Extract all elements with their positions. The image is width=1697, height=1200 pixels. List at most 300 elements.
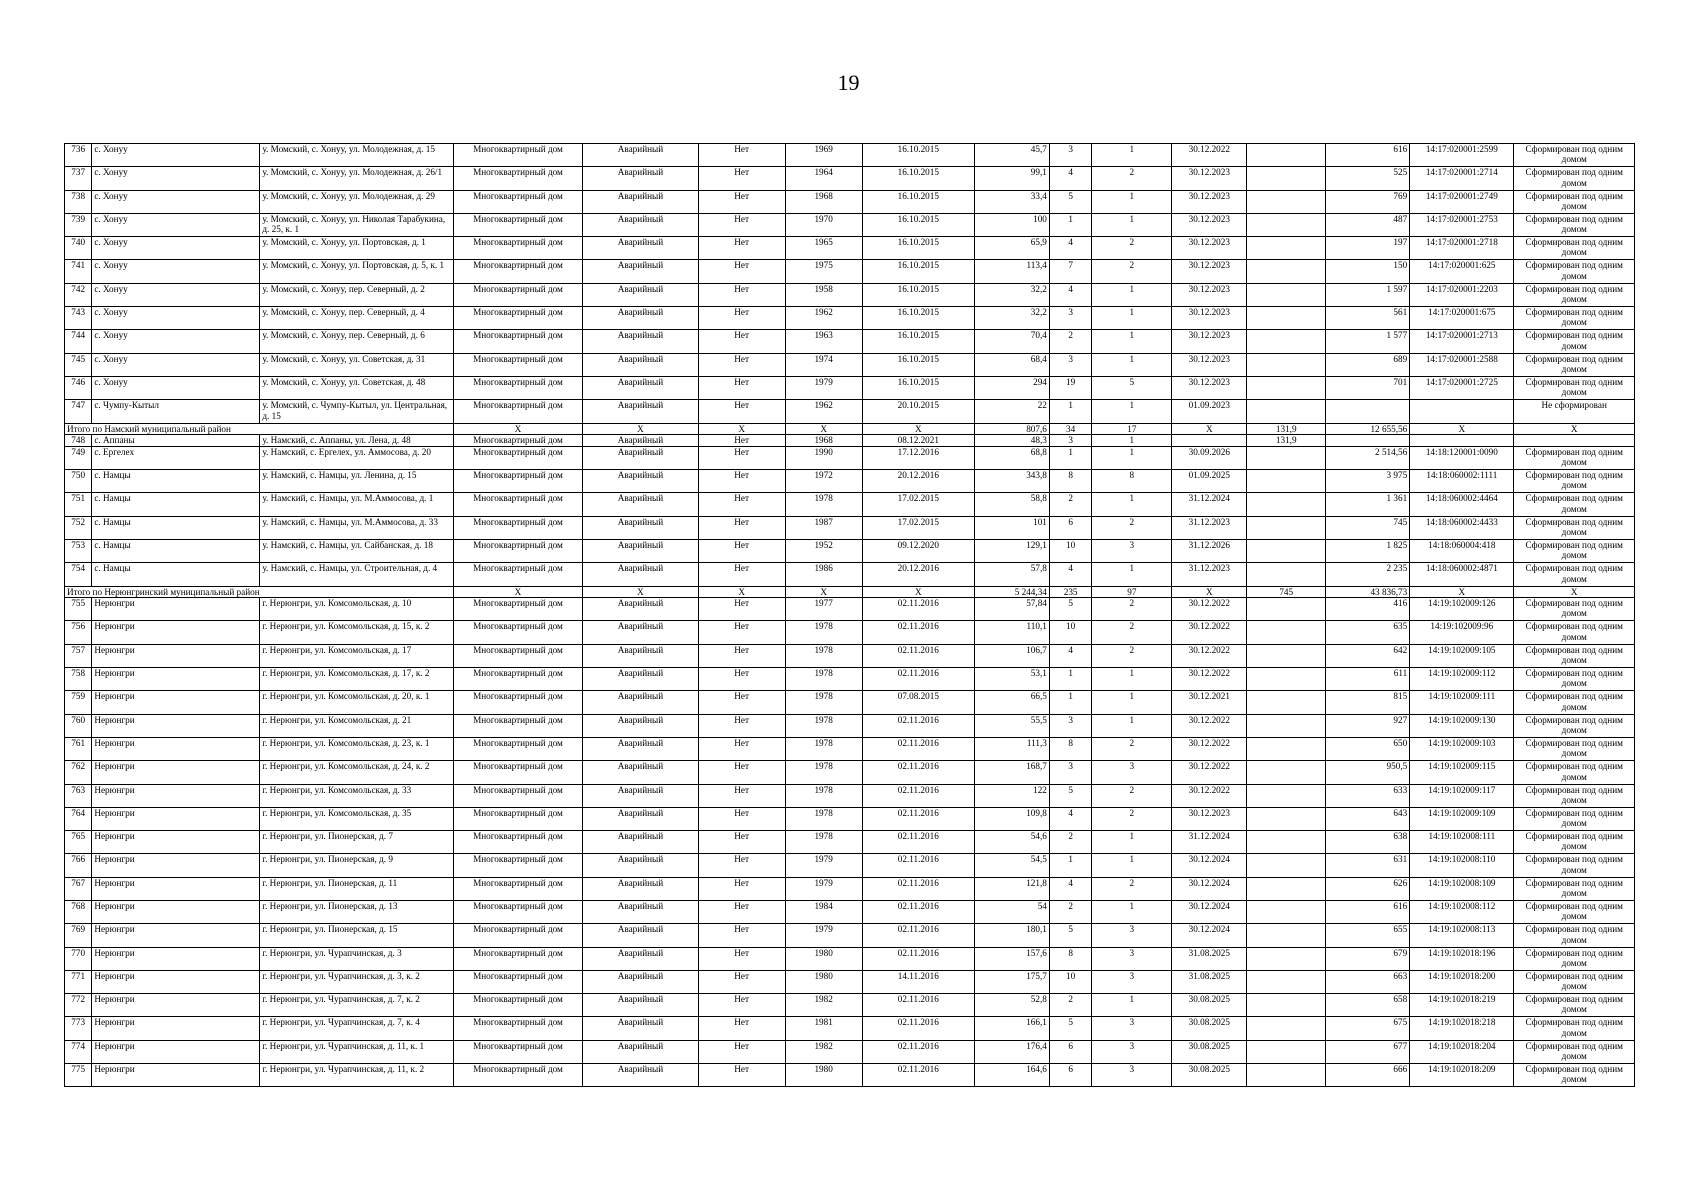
build-year-cell: 1952	[785, 539, 862, 562]
apartments-cell: 2	[1092, 237, 1172, 260]
land-status-cell: Сформирован под одним домом	[1514, 1064, 1635, 1087]
cadastre-number-cell: 14:19:102009:117	[1410, 784, 1514, 807]
recognition-date-cell: 16.10.2015	[862, 237, 974, 260]
apartments-cell: 2	[1092, 621, 1172, 644]
repair-flag-cell: Нет	[698, 644, 785, 667]
settlement-cell: с. Хонуу	[92, 260, 260, 283]
land-status-cell: Сформирован под одним домом	[1514, 376, 1635, 399]
repair-flag-cell: Нет	[698, 1064, 785, 1087]
cost-cell: 43 836,73	[1326, 586, 1410, 598]
build-year-cell: 1978	[785, 831, 862, 854]
house-type-cell: Многоквартирный дом	[453, 307, 583, 330]
apartments-cell: 8	[1092, 470, 1172, 493]
area-cell: 121,8	[974, 877, 1049, 900]
recognition-date-cell: 02.11.2016	[862, 784, 974, 807]
recognition-date-cell: X	[862, 586, 974, 598]
land-status-cell: Сформирован под одним домом	[1514, 167, 1635, 190]
cadastre-number-cell: 14:17:020001:2599	[1410, 144, 1514, 167]
apartments-cell: 2	[1092, 167, 1172, 190]
address-cell: г. Нерюнгри, ул. Комсомольская, д. 33	[260, 784, 453, 807]
extra-area-cell	[1247, 563, 1326, 586]
address-cell: г. Нерюнгри, ул. Чурапчинская, д. 11, к. 2	[260, 1064, 453, 1087]
row-number: 765	[65, 831, 92, 854]
extra-area-cell	[1247, 877, 1326, 900]
area-cell: 57,8	[974, 563, 1049, 586]
apartments-cell: 1	[1092, 283, 1172, 306]
repair-flag-cell: Нет	[698, 167, 785, 190]
address-cell: г. Нерюнгри, ул. Комсомольская, д. 10	[260, 598, 453, 621]
cost-cell: 815	[1326, 691, 1410, 714]
residents-cell: 34	[1049, 423, 1092, 435]
land-status-cell: Сформирован под одним домом	[1514, 283, 1635, 306]
resettlement-deadline-cell: 31.12.2024	[1172, 493, 1247, 516]
table-row	[65, 831, 1635, 854]
cadastre-number-cell: 14:19:102018:209	[1410, 1064, 1514, 1087]
area-cell: 175,7	[974, 970, 1049, 993]
residents-cell: 3	[1049, 435, 1092, 447]
table-row	[65, 353, 1635, 376]
address-cell: г. Нерюнгри, ул. Чурапчинская, д. 3, к. 2	[260, 970, 453, 993]
extra-area-cell	[1247, 213, 1326, 236]
apartments-cell: 1	[1092, 446, 1172, 469]
condition-cell: Аварийный	[583, 947, 698, 970]
condition-cell: Аварийный	[583, 260, 698, 283]
condition-cell: Аварийный	[583, 737, 698, 760]
extra-area-cell	[1247, 714, 1326, 737]
table-row	[65, 714, 1635, 737]
build-year-cell: 1978	[785, 714, 862, 737]
recognition-date-cell: 02.11.2016	[862, 994, 974, 1017]
build-year-cell: 1968	[785, 435, 862, 447]
address-cell: г. Нерюнгри, ул. Комсомольская, д. 24, к. 2	[260, 761, 453, 784]
resettlement-deadline-cell: 30.12.2023	[1172, 190, 1247, 213]
condition-cell: Аварийный	[583, 353, 698, 376]
apartments-cell: 1	[1092, 330, 1172, 353]
recognition-date-cell: 02.11.2016	[862, 761, 974, 784]
residents-cell: 235	[1049, 586, 1092, 598]
recognition-date-cell: 16.10.2015	[862, 167, 974, 190]
house-type-cell: Многоквартирный дом	[453, 714, 583, 737]
address-cell: у. Момский, с. Хонуу, ул. Портовская, д. 1	[260, 237, 453, 260]
settlement-cell: Нерюнгри	[92, 761, 260, 784]
address-cell: г. Нерюнгри, ул. Пионерская, д. 9	[260, 854, 453, 877]
land-status-cell: Сформирован под одним домом	[1514, 598, 1635, 621]
total-label-cell: Итого по Намский муниципальный район	[65, 423, 260, 435]
settlement-cell: с. Хонуу	[92, 144, 260, 167]
condition-cell: Аварийный	[583, 714, 698, 737]
table-row	[65, 877, 1635, 900]
condition-cell: Аварийный	[583, 644, 698, 667]
condition-cell: Аварийный	[583, 1017, 698, 1040]
condition-cell: Аварийный	[583, 446, 698, 469]
residents-cell: 7	[1049, 260, 1092, 283]
area-cell: 32,2	[974, 283, 1049, 306]
row-number: 742	[65, 283, 92, 306]
repair-flag-cell: Нет	[698, 190, 785, 213]
address-cell: г. Нерюнгри, ул. Чурапчинская, д. 11, к. 1	[260, 1040, 453, 1063]
resettlement-deadline-cell: 30.12.2024	[1172, 877, 1247, 900]
repair-flag-cell: Нет	[698, 621, 785, 644]
house-type-cell: Многоквартирный дом	[453, 1064, 583, 1087]
apartments-cell: 17	[1092, 423, 1172, 435]
settlement-cell: Нерюнгри	[92, 598, 260, 621]
area-cell: 164,6	[974, 1064, 1049, 1087]
house-type-cell: Многоквартирный дом	[453, 668, 583, 691]
settlement-cell: Нерюнгри	[92, 994, 260, 1017]
area-cell: 129,1	[974, 539, 1049, 562]
page-number: 19	[837, 70, 860, 95]
row-number: 760	[65, 714, 92, 737]
resettlement-deadline-cell: 30.09.2026	[1172, 446, 1247, 469]
recognition-date-cell: 02.11.2016	[862, 924, 974, 947]
settlement-cell: Нерюнгри	[92, 900, 260, 923]
row-number: 753	[65, 539, 92, 562]
cost-cell: 197	[1326, 237, 1410, 260]
land-status-cell: Сформирован под одним домом	[1514, 691, 1635, 714]
address-cell: г. Нерюнгри, ул. Комсомольская, д. 35	[260, 807, 453, 830]
land-status-cell: Сформирован под одним домом	[1514, 877, 1635, 900]
condition-cell: Аварийный	[583, 877, 698, 900]
settlement-cell: Нерюнгри	[92, 947, 260, 970]
row-number: 738	[65, 190, 92, 213]
cost-cell: 745	[1326, 516, 1410, 539]
recognition-date-cell: 02.11.2016	[862, 877, 974, 900]
house-type-cell: Многоквартирный дом	[453, 1040, 583, 1063]
address-cell: у. Момский, с. Хонуу, ул. Молодежная, д. 15	[260, 144, 453, 167]
apartments-cell: 1	[1092, 213, 1172, 236]
build-year-cell: 1979	[785, 854, 862, 877]
cost-cell	[1326, 435, 1410, 447]
repair-flag-cell: Нет	[698, 400, 785, 423]
table-row	[65, 784, 1635, 807]
area-cell: 57,84	[974, 598, 1049, 621]
residents-cell: 1	[1049, 668, 1092, 691]
cadastre-number-cell: X	[1410, 423, 1514, 435]
settlement-cell: Нерюнгри	[92, 1017, 260, 1040]
recognition-date-cell: 20.12.2016	[862, 470, 974, 493]
residents-cell: 5	[1049, 598, 1092, 621]
land-status-cell: Сформирован под одним домом	[1514, 563, 1635, 586]
settlement-cell: с. Хонуу	[92, 167, 260, 190]
row-number: 740	[65, 237, 92, 260]
build-year-cell: 1972	[785, 470, 862, 493]
house-type-cell: Многоквартирный дом	[453, 691, 583, 714]
condition-cell: Аварийный	[583, 400, 698, 423]
condition-cell: Аварийный	[583, 435, 698, 447]
build-year-cell: 1982	[785, 994, 862, 1017]
resettlement-deadline-cell: 30.12.2023	[1172, 167, 1247, 190]
residents-cell: 4	[1049, 807, 1092, 830]
house-type-cell: Многоквартирный дом	[453, 644, 583, 667]
house-type-cell: X	[453, 423, 583, 435]
cost-cell: 2 514,56	[1326, 446, 1410, 469]
cost-cell: 927	[1326, 714, 1410, 737]
resettlement-deadline-cell: 31.12.2023	[1172, 516, 1247, 539]
table-row	[65, 598, 1635, 621]
cadastre-number-cell: 14:17:020001:2588	[1410, 353, 1514, 376]
address-cell: у. Намский, с. Намцы, ул. Сайбанская, д. 18	[260, 539, 453, 562]
resettlement-deadline-cell: 30.12.2023	[1172, 330, 1247, 353]
address-cell: у. Намский, с. Намцы, ул. Строительная, д. 4	[260, 563, 453, 586]
recognition-date-cell: 17.12.2016	[862, 446, 974, 469]
resettlement-deadline-cell: 30.12.2022	[1172, 784, 1247, 807]
build-year-cell: 1958	[785, 283, 862, 306]
area-cell: 54	[974, 900, 1049, 923]
residents-cell: 3	[1049, 144, 1092, 167]
area-cell: 168,7	[974, 761, 1049, 784]
apartments-cell: 1	[1092, 307, 1172, 330]
repair-flag-cell: Нет	[698, 376, 785, 399]
condition-cell: Аварийный	[583, 1064, 698, 1087]
house-type-cell: Многоквартирный дом	[453, 376, 583, 399]
cost-cell: 675	[1326, 1017, 1410, 1040]
condition-cell: Аварийный	[583, 190, 698, 213]
cadastre-number-cell: 14:19:102018:200	[1410, 970, 1514, 993]
resettlement-deadline-cell: 30.12.2022	[1172, 144, 1247, 167]
table-row	[65, 493, 1635, 516]
settlement-cell: Нерюнгри	[92, 714, 260, 737]
address-cell: у. Момский, с. Хонуу, ул. Молодежная, д. 26/1	[260, 167, 453, 190]
settlement-cell: с. Намцы	[92, 563, 260, 586]
cadastre-number-cell	[1410, 435, 1514, 447]
cost-cell	[1326, 400, 1410, 423]
row-number: 763	[65, 784, 92, 807]
total-row	[65, 423, 1635, 435]
row-number: 754	[65, 563, 92, 586]
row-number: 756	[65, 621, 92, 644]
row-number: 771	[65, 970, 92, 993]
build-year-cell: 1978	[785, 668, 862, 691]
cost-cell: 666	[1326, 1064, 1410, 1087]
apartments-cell: 1	[1092, 144, 1172, 167]
repair-flag-cell: Нет	[698, 330, 785, 353]
cadastre-number-cell: 14:18:120001:0090	[1410, 446, 1514, 469]
table-row	[65, 970, 1635, 993]
table-row	[65, 190, 1635, 213]
land-status-cell: Сформирован под одним домом	[1514, 854, 1635, 877]
extra-area-cell	[1247, 446, 1326, 469]
land-status-cell	[1514, 435, 1635, 447]
cadastre-number-cell: 14:17:020001:675	[1410, 307, 1514, 330]
repair-flag-cell: Нет	[698, 470, 785, 493]
extra-area-cell	[1247, 947, 1326, 970]
extra-area-cell	[1247, 1064, 1326, 1087]
land-status-cell: Сформирован под одним домом	[1514, 1040, 1635, 1063]
land-status-cell: Сформирован под одним домом	[1514, 353, 1635, 376]
area-cell: 294	[974, 376, 1049, 399]
table-row	[65, 307, 1635, 330]
cadastre-number-cell: 14:19:102008:112	[1410, 900, 1514, 923]
table-row	[65, 446, 1635, 469]
condition-cell: Аварийный	[583, 237, 698, 260]
recognition-date-cell: 02.11.2016	[862, 644, 974, 667]
settlement-cell: с. Намцы	[92, 470, 260, 493]
address-cell: у. Намский, с. Намцы, ул. М.Аммосова, д. 33	[260, 516, 453, 539]
house-type-cell: Многоквартирный дом	[453, 493, 583, 516]
table-row	[65, 260, 1635, 283]
cadastre-number-cell: 14:19:102009:105	[1410, 644, 1514, 667]
extra-area-cell: 745	[1247, 586, 1326, 598]
cadastre-number-cell: 14:19:102008:110	[1410, 854, 1514, 877]
settlement-cell: Нерюнгри	[92, 784, 260, 807]
address-cell: у. Момский, с. Хонуу, ул. Советская, д. 31	[260, 353, 453, 376]
apartments-cell: 97	[1092, 586, 1172, 598]
repair-flag-cell: Нет	[698, 563, 785, 586]
repair-flag-cell: Нет	[698, 1040, 785, 1063]
house-type-cell: Многоквартирный дом	[453, 237, 583, 260]
recognition-date-cell: 02.11.2016	[862, 714, 974, 737]
condition-cell: Аварийный	[583, 854, 698, 877]
row-number: 775	[65, 1064, 92, 1087]
row-number: 741	[65, 260, 92, 283]
table-row	[65, 947, 1635, 970]
house-type-cell: Многоквартирный дом	[453, 947, 583, 970]
repair-flag-cell: Нет	[698, 900, 785, 923]
house-type-cell: Многоквартирный дом	[453, 761, 583, 784]
cadastre-number-cell: 14:19:102018:204	[1410, 1040, 1514, 1063]
address-cell: у. Момский, с. Хонуу, ул. Молодежная, д. 29	[260, 190, 453, 213]
condition-cell: Аварийный	[583, 924, 698, 947]
table-row	[65, 376, 1635, 399]
row-number: 773	[65, 1017, 92, 1040]
house-type-cell: Многоквартирный дом	[453, 446, 583, 469]
repair-flag-cell: Нет	[698, 446, 785, 469]
recognition-date-cell: 09.12.2020	[862, 539, 974, 562]
repair-flag-cell: Нет	[698, 691, 785, 714]
cost-cell: 633	[1326, 784, 1410, 807]
address-cell: г. Нерюнгри, ул. Чурапчинская, д. 7, к. 4	[260, 1017, 453, 1040]
residents-cell: 5	[1049, 784, 1092, 807]
house-type-cell: Многоквартирный дом	[453, 877, 583, 900]
area-cell: 807,6	[974, 423, 1049, 435]
build-year-cell: 1974	[785, 353, 862, 376]
extra-area-cell	[1247, 307, 1326, 330]
residents-cell: 5	[1049, 924, 1092, 947]
house-type-cell: Многоквартирный дом	[453, 470, 583, 493]
resettlement-deadline-cell: 01.09.2025	[1172, 470, 1247, 493]
settlement-cell: Нерюнгри	[92, 621, 260, 644]
area-cell: 22	[974, 400, 1049, 423]
house-type-cell: Многоквартирный дом	[453, 353, 583, 376]
extra-area-cell	[1247, 737, 1326, 760]
land-status-cell: Сформирован под одним домом	[1514, 190, 1635, 213]
area-cell: 33,4	[974, 190, 1049, 213]
resettlement-deadline-cell: 30.12.2023	[1172, 260, 1247, 283]
row-number: 770	[65, 947, 92, 970]
settlement-cell: Нерюнгри	[92, 924, 260, 947]
table-row	[65, 691, 1635, 714]
residents-cell: 6	[1049, 1064, 1092, 1087]
house-type-cell: Многоквартирный дом	[453, 283, 583, 306]
build-year-cell: 1963	[785, 330, 862, 353]
apartments-cell: 1	[1092, 994, 1172, 1017]
extra-area-cell: 131,9	[1247, 423, 1326, 435]
recognition-date-cell: 17.02.2015	[862, 516, 974, 539]
resettlement-deadline-cell: 30.12.2022	[1172, 668, 1247, 691]
area-cell: 68,8	[974, 446, 1049, 469]
residents-cell: 1	[1049, 446, 1092, 469]
cost-cell: 655	[1326, 924, 1410, 947]
recognition-date-cell: 02.11.2016	[862, 1040, 974, 1063]
resettlement-deadline-cell: 30.12.2022	[1172, 737, 1247, 760]
residents-cell: 3	[1049, 353, 1092, 376]
apartments-cell: 2	[1092, 737, 1172, 760]
apartments-cell: 2	[1092, 516, 1172, 539]
settlement-cell: Нерюнгри	[92, 1040, 260, 1063]
apartments-cell: 1	[1092, 900, 1172, 923]
build-year-cell: 1978	[785, 493, 862, 516]
row-number: 762	[65, 761, 92, 784]
cadastre-number-cell: 14:19:102018:218	[1410, 1017, 1514, 1040]
land-status-cell: X	[1514, 423, 1635, 435]
recognition-date-cell: 02.11.2016	[862, 831, 974, 854]
build-year-cell: 1977	[785, 598, 862, 621]
residents-cell: 3	[1049, 307, 1092, 330]
address-cell: г. Нерюнгри, ул. Комсомольская, д. 23, к. 1	[260, 737, 453, 760]
repair-flag-cell: Нет	[698, 237, 785, 260]
build-year-cell: 1979	[785, 924, 862, 947]
condition-cell: Аварийный	[583, 167, 698, 190]
residents-cell: 10	[1049, 539, 1092, 562]
area-cell: 53,1	[974, 668, 1049, 691]
cadastre-number-cell: 14:19:102018:219	[1410, 994, 1514, 1017]
repair-flag-cell: Нет	[698, 947, 785, 970]
residents-cell: 4	[1049, 237, 1092, 260]
total-row	[65, 586, 1635, 598]
condition-cell: Аварийный	[583, 970, 698, 993]
area-cell: 58,8	[974, 493, 1049, 516]
table-row	[65, 435, 1635, 447]
address-cell: г. Нерюнгри, ул. Комсомольская, д. 21	[260, 714, 453, 737]
area-cell: 180,1	[974, 924, 1049, 947]
cost-cell: 638	[1326, 831, 1410, 854]
repair-flag-cell: Нет	[698, 877, 785, 900]
table-row	[65, 1064, 1635, 1087]
address-cell: г. Нерюнгри, ул. Пионерская, д. 7	[260, 831, 453, 854]
settlement-cell: с. Намцы	[92, 539, 260, 562]
cost-cell: 663	[1326, 970, 1410, 993]
row-number: 759	[65, 691, 92, 714]
build-year-cell: 1978	[785, 761, 862, 784]
build-year-cell: 1979	[785, 877, 862, 900]
row-number: 745	[65, 353, 92, 376]
area-cell: 32,2	[974, 307, 1049, 330]
land-status-cell: Сформирован под одним домом	[1514, 621, 1635, 644]
area-cell: 343,8	[974, 470, 1049, 493]
resettlement-deadline-cell: 31.12.2026	[1172, 539, 1247, 562]
cost-cell: 416	[1326, 598, 1410, 621]
extra-area-cell	[1247, 516, 1326, 539]
cadastre-number-cell: 14:17:020001:2713	[1410, 330, 1514, 353]
extra-area-cell	[1247, 900, 1326, 923]
build-year-cell: 1978	[785, 644, 862, 667]
settlement-cell: с. Намцы	[92, 516, 260, 539]
recognition-date-cell: 02.11.2016	[862, 1017, 974, 1040]
apartments-cell: 1	[1092, 563, 1172, 586]
house-type-cell: Многоквартирный дом	[453, 737, 583, 760]
apartments-cell: 2	[1092, 784, 1172, 807]
house-type-cell: Многоквартирный дом	[453, 900, 583, 923]
repair-flag-cell: Нет	[698, 260, 785, 283]
table-row	[65, 1040, 1635, 1063]
land-status-cell: Сформирован под одним домом	[1514, 516, 1635, 539]
cost-cell: 631	[1326, 854, 1410, 877]
cadastre-number-cell: 14:18:060004:418	[1410, 539, 1514, 562]
extra-area-cell	[1247, 994, 1326, 1017]
land-status-cell: Сформирован под одним домом	[1514, 947, 1635, 970]
build-year-cell: 1978	[785, 737, 862, 760]
extra-area-cell	[1247, 598, 1326, 621]
